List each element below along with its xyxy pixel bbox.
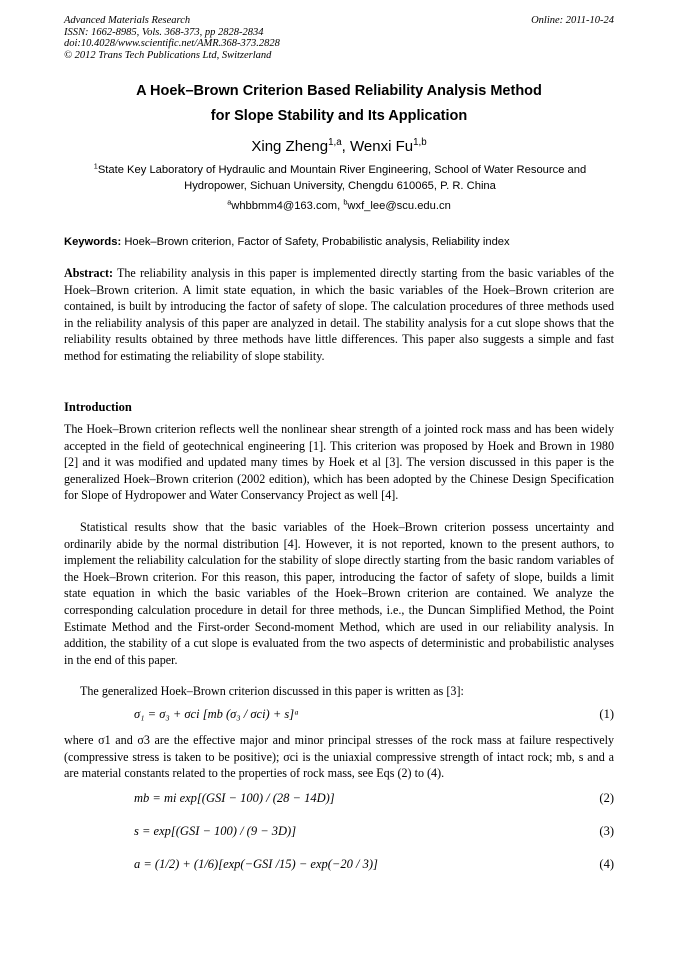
email-separator: , <box>337 200 344 212</box>
equation-2-expr: mb = mi exp[(GSI − 100) / (28 − 14D)] <box>134 791 335 805</box>
where-paragraph: where σ1 and σ3 are the effective major and minor principal stresses of the rock mass at failure respectively (compressive stress is taken to be positive); σci is the uniaxial compressive strength of intact rock; mb, s and a are material constants related to the properties of rock mass, see Eqs (2) to (4). <box>64 733 614 781</box>
affiliation-sup: 1 <box>93 161 98 171</box>
equation-2 <box>64 791 614 809</box>
equation-3-number: (3) <box>599 824 614 838</box>
authors <box>0 138 678 155</box>
equation-3-expr: s = exp[(GSI − 100) / (9 − 3D)] <box>134 824 297 838</box>
email-b-sup: b <box>343 197 348 207</box>
equation-1-expr: σ₁ = σ₃ + σci [mb (σ₃ / σci) + s]ᵃ <box>134 707 300 721</box>
email-b: wxf_lee@scu.edu.cn <box>347 200 451 212</box>
equation-4 <box>64 857 614 875</box>
keywords-label: Keywords: <box>64 236 122 248</box>
journal-name: Advanced Materials Research <box>64 15 191 26</box>
abstract-label: Abstract: <box>64 266 114 280</box>
abstract <box>64 265 614 365</box>
equation-1-number: (1) <box>599 707 614 721</box>
abstract-text: The reliability analysis in this paper is implemented directly starting from the basic variables of the Hoek–Brown criterion. A limit state equation, in which the basic variables of the Hoek–Brown criterion are contained, is built by introducing the factor of safety of slope. The calculation procedures of three methods used in the reliability analysis of this paper are analyzed in detail. The stability analysis for a cut slope shows that the reliability results obtained by three methods have little differences. This paper also suggests a simple and fast method for estimating the reliability of slope stability. <box>64 266 614 363</box>
keywords-text: Hoek–Brown criterion, Factor of Safety, Probabilistic analysis, Reliability index <box>124 236 510 248</box>
paper-title-line-1: A Hoek–Brown Criterion Based Reliability Analysis Method <box>136 83 542 99</box>
intro-paragraph-1: The Hoek–Brown criterion reflects well the nonlinear shear strength of a jointed rock mass and has been widely accepted in the field of geotechnical engineering [1]. This criterion was proposed by Hoek and Brown in 1980 [2] and it was modified and updated many times by Hoek et al [3]. The version discussed in this paper is the generalized Hoek–Brown criterion (2002 edition), which has been adopted by the Chinese Design Specification for Slope of Hydropower and Water Conservancy Project as well [4]. <box>64 422 614 503</box>
doi: doi:10.4028/www.scientific.net/AMR.368-373.2828 <box>64 38 280 49</box>
affiliation-text: State Key Laboratory of Hydraulic and Mountain River Engineering, School of Water Resource and Hydropower, Sichuan University, Chengdu 610065, P. R. China <box>97 164 587 192</box>
intro-paragraph-2: Statistical results show that the basic variables of the Hoek–Brown criterion possess uncertainty and ordinarily abide by the normal distribution [4]. However, it is not reported, known to the present authors, to implement the reliability calculation for the stability of slope directly starting from the basic random variables of the Hoek–Brown criterion. For this reason, this paper, introducing the factor of safety of slope, builds a limit state equation in which the basic variables of the Hoek–Brown criterion are contained. We analyze the corresponding calculation procedure in detail for three methods, i.e., the Duncan Simplified Method, the Point Estimate Method and the First-order Second-moment Method, which are used in our reliability analysis. In addition, the stability of a cut slope is evaluated from the two aspects of deterministic and probabilistic analyses in the end of this paper. <box>64 520 614 667</box>
equation-1 <box>64 707 614 725</box>
copyright: © 2012 Trans Tech Publications Ltd, Switzerland <box>64 49 272 61</box>
keywords <box>64 236 616 248</box>
author-1: Xing Zheng <box>251 138 329 155</box>
email-a-sup: a <box>227 197 232 207</box>
equation-4-number: (4) <box>599 857 614 871</box>
intro-paragraph-3: The generalized Hoek–Brown criterion discussed in this paper is written as [3]: <box>80 684 464 698</box>
paper-title-line-2: for Slope Stability and Its Application <box>210 108 468 124</box>
journal-header <box>64 15 614 61</box>
author-2-sup: 1,b <box>413 137 427 148</box>
online-date: Online: 2011-10-24 <box>531 15 614 26</box>
email-a: whbbmm4@163.com <box>231 200 338 212</box>
equation-3 <box>64 824 614 842</box>
affiliation <box>64 163 616 194</box>
author-separator: , <box>341 138 350 155</box>
equation-2-number: (2) <box>599 791 614 805</box>
issn: ISSN: 1662-8985, Vols. 368-373, pp 2828-2834 <box>64 26 264 38</box>
equation-4-expr: a = (1/2) + (1/6)[exp(−GSI /15) − exp(−20 / 3)] <box>134 857 378 871</box>
author-2: Wenxi Fu <box>350 138 414 155</box>
emails <box>0 197 678 212</box>
author-1-sup: 1,a <box>328 137 342 148</box>
section-heading-introduction: Introduction <box>64 400 132 414</box>
